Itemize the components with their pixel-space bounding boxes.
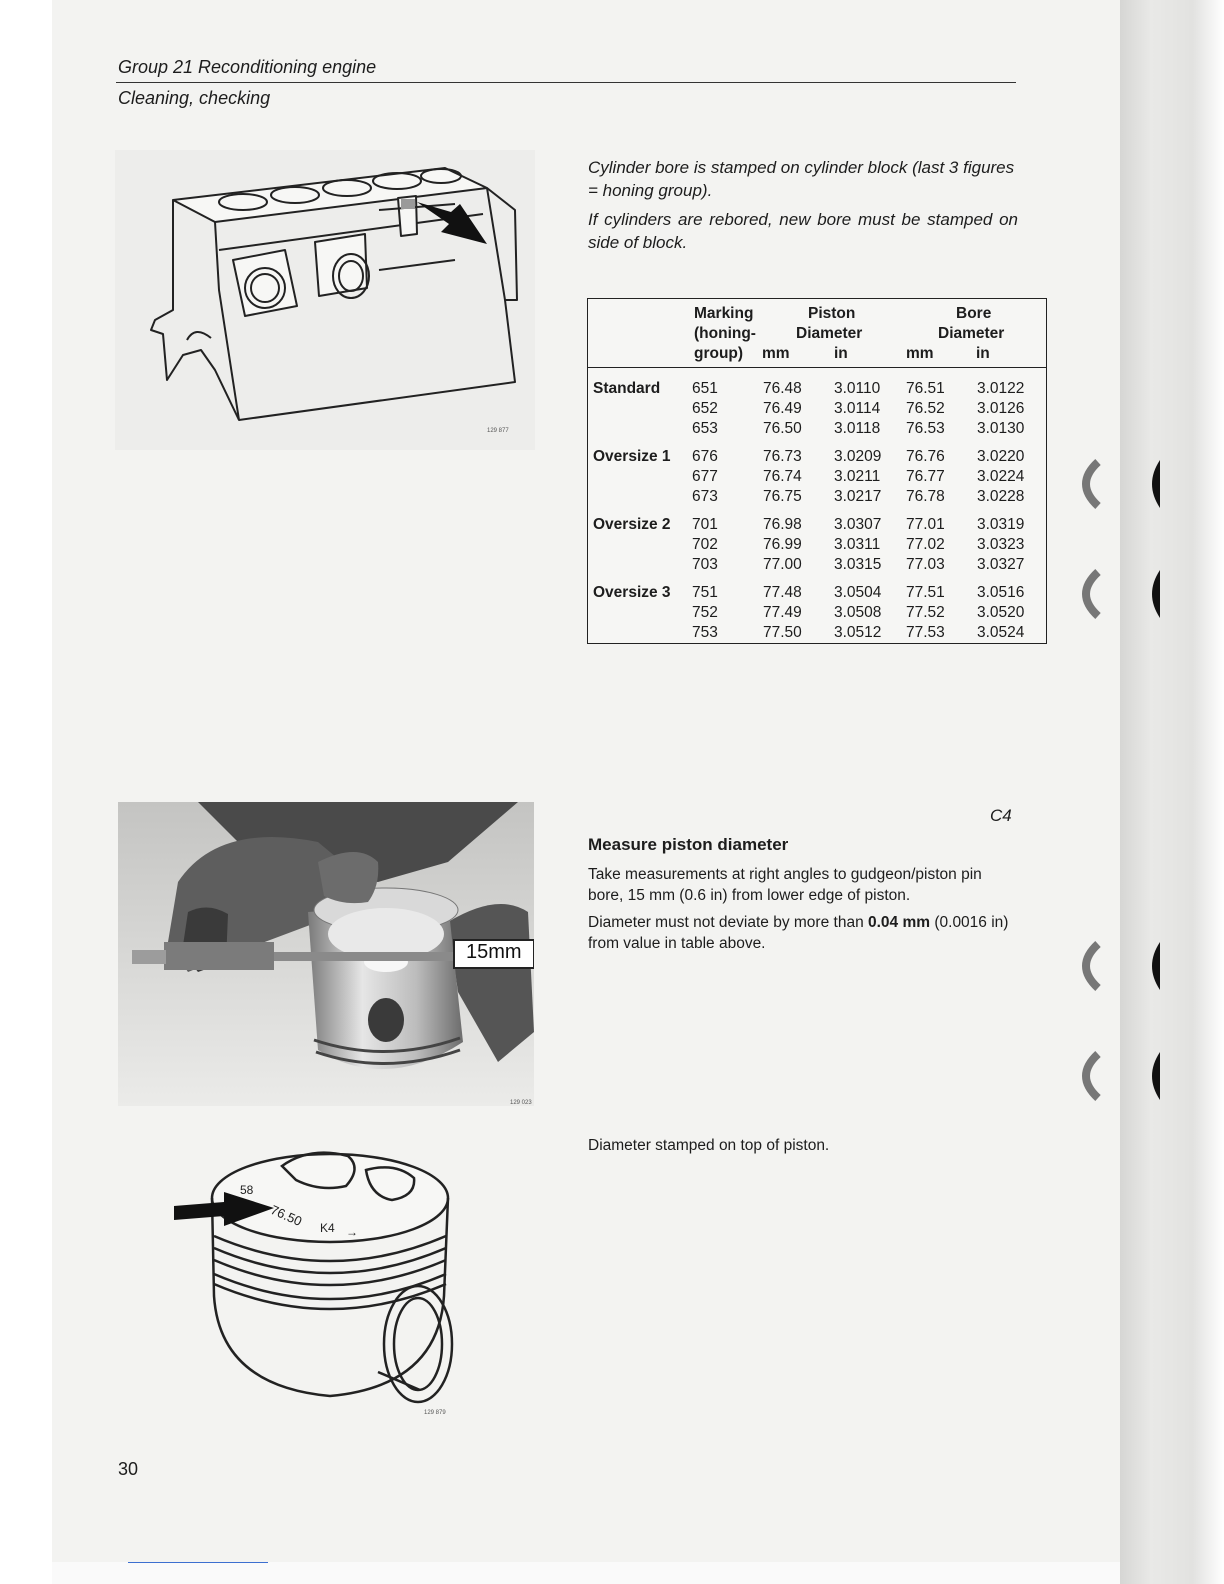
table-cell: 3.0217 bbox=[834, 488, 882, 505]
table-cell: 76.53 bbox=[906, 420, 945, 437]
table-cell: 76.98 bbox=[763, 516, 802, 533]
cylinder-block-figure bbox=[115, 150, 535, 450]
table-cell: 3.0323 bbox=[977, 536, 1025, 553]
table-header-piston: Piston bbox=[808, 305, 856, 322]
table-header-bore: Bore bbox=[956, 305, 992, 322]
binder-tab-mark bbox=[1140, 938, 1160, 994]
binder-tab-mark bbox=[1140, 566, 1160, 622]
table-cell: 3.0307 bbox=[834, 516, 882, 533]
table-group-label: Oversize 3 bbox=[593, 584, 671, 601]
table-cell: 3.0520 bbox=[977, 604, 1025, 621]
table-cell: 76.74 bbox=[763, 468, 802, 485]
table-cell: 3.0126 bbox=[977, 400, 1025, 417]
section-code: C4 bbox=[990, 806, 1012, 825]
table-cell: 77.00 bbox=[763, 556, 802, 573]
measurement-instruction: Take measurements at right angles to gudgeon/piston pin bore, 15 mm (0.6 in) from lower edge of piston. bbox=[588, 866, 982, 904]
table-cell: 652 bbox=[692, 400, 718, 417]
binding-shadow bbox=[1120, 0, 1224, 1584]
table-cell: 77.02 bbox=[906, 536, 945, 553]
figure-id-piston: 129 879 bbox=[424, 1410, 446, 1416]
measure-piston-photo bbox=[118, 802, 534, 1106]
table-cell: 751 bbox=[692, 584, 718, 601]
piston-top-figure bbox=[170, 1136, 470, 1424]
table-cell: 3.0220 bbox=[977, 448, 1025, 465]
table-cell: 76.52 bbox=[906, 400, 945, 417]
table-cell: 673 bbox=[692, 488, 718, 505]
table-cell: 76.77 bbox=[906, 468, 945, 485]
table-cell: 3.0122 bbox=[977, 380, 1025, 397]
figure-id-block: 129 877 bbox=[487, 428, 509, 434]
piston-stamp-value: 76.50 bbox=[268, 1202, 305, 1229]
table-cell: 3.0508 bbox=[834, 604, 882, 621]
table-cell: 703 bbox=[692, 556, 718, 573]
table-unit: mm bbox=[906, 345, 934, 362]
table-group-label: Standard bbox=[593, 380, 661, 397]
table-header-piston: Diameter bbox=[796, 325, 863, 342]
table-cell: 3.0512 bbox=[834, 624, 882, 641]
table-header-bore: Diameter bbox=[938, 325, 1005, 342]
table-cell: 77.48 bbox=[763, 584, 802, 601]
table-cell: 3.0114 bbox=[834, 400, 881, 417]
table-cell: 3.0315 bbox=[834, 556, 882, 573]
table-header-marking: (honing- bbox=[694, 325, 756, 342]
table-cell: 653 bbox=[692, 420, 718, 437]
cylinder-block-illustration bbox=[115, 150, 535, 450]
table-cell: 3.0504 bbox=[834, 584, 882, 601]
table-cell: 76.51 bbox=[906, 380, 945, 397]
table-cell: 76.50 bbox=[763, 420, 802, 437]
table-header-marking: group) bbox=[694, 345, 744, 362]
piston-stamp-note: Diameter stamped on top of piston. bbox=[588, 1137, 830, 1154]
table-cell: 77.53 bbox=[906, 624, 945, 641]
intro-paragraph-2: If cylinders are rebored, new bore must be stamped on side of block. bbox=[588, 210, 1018, 252]
bottom-link-line bbox=[128, 1562, 268, 1563]
header-title: Group 21 Reconditioning engine bbox=[118, 57, 377, 77]
svg-text:→: → bbox=[346, 1225, 358, 1239]
table-cell: 752 bbox=[692, 604, 718, 621]
diameter-table bbox=[587, 298, 1047, 644]
table-cell: 3.0228 bbox=[977, 488, 1025, 505]
page-left-margin bbox=[0, 0, 52, 1584]
table-cell: 701 bbox=[692, 516, 718, 533]
table-cell: 76.48 bbox=[763, 380, 802, 397]
table-unit: mm bbox=[762, 345, 790, 362]
table-header-rule bbox=[588, 367, 1046, 368]
binder-hole-mark bbox=[1068, 1048, 1108, 1104]
binder-hole-mark bbox=[1068, 566, 1108, 622]
table-cell: 753 bbox=[692, 624, 718, 641]
header-rule bbox=[116, 82, 1016, 83]
table-cell: 3.0130 bbox=[977, 420, 1025, 437]
svg-text:K4: K4 bbox=[320, 1221, 335, 1235]
table-cell: 3.0516 bbox=[977, 584, 1025, 601]
table-cell: 76.49 bbox=[763, 400, 802, 417]
table-cell: 676 bbox=[692, 448, 718, 465]
table-cell: 76.76 bbox=[906, 448, 945, 465]
table-header-marking: Marking bbox=[694, 305, 754, 322]
intro-paragraph-1: Cylinder bore is stamped on cylinder block (last 3 figures = honing group). bbox=[588, 158, 1015, 200]
table-cell: 77.51 bbox=[906, 584, 945, 601]
table-cell: 76.75 bbox=[763, 488, 802, 505]
figure-id-measure: 129 023 bbox=[510, 1100, 532, 1106]
tolerance-value: 0.04 mm bbox=[868, 914, 931, 931]
table-cell: 77.01 bbox=[906, 516, 945, 533]
table-group-label: Oversize 1 bbox=[593, 448, 671, 465]
binder-hole-mark bbox=[1068, 938, 1108, 994]
page-bottom-margin bbox=[52, 1562, 1120, 1584]
table-cell: 3.0319 bbox=[977, 516, 1025, 533]
table-cell: 77.50 bbox=[763, 624, 802, 641]
piston-illustration bbox=[170, 1136, 470, 1424]
table-cell: 651 bbox=[692, 380, 718, 397]
measure-15mm-label: 15mm bbox=[466, 941, 522, 963]
table-cell: 77.52 bbox=[906, 604, 945, 621]
section-title: Measure piston diameter bbox=[588, 835, 789, 854]
table-cell: 3.0118 bbox=[834, 420, 881, 437]
binder-tab-mark bbox=[1140, 456, 1160, 512]
svg-text:58: 58 bbox=[240, 1183, 254, 1197]
table-cell: 76.78 bbox=[906, 488, 945, 505]
table-cell: 3.0327 bbox=[977, 556, 1025, 573]
table-cell: 3.0224 bbox=[977, 468, 1025, 485]
table-unit: in bbox=[834, 345, 848, 362]
binder-tab-mark bbox=[1140, 1048, 1160, 1104]
header-subtitle: Cleaning, checking bbox=[118, 88, 271, 108]
table-cell: 3.0209 bbox=[834, 448, 882, 465]
table-cell: 3.0211 bbox=[834, 468, 881, 485]
table-cell: 702 bbox=[692, 536, 718, 553]
table-group-label: Oversize 2 bbox=[593, 516, 671, 533]
table-cell: 3.0110 bbox=[834, 380, 881, 397]
table-cell: 77.03 bbox=[906, 556, 945, 573]
table-cell: 76.73 bbox=[763, 448, 802, 465]
binder-hole-mark bbox=[1068, 456, 1108, 512]
table-cell: 3.0311 bbox=[834, 536, 881, 553]
table-cell: 677 bbox=[692, 468, 718, 485]
page-number: 30 bbox=[118, 1459, 139, 1479]
table-cell: 77.49 bbox=[763, 604, 802, 621]
tolerance-text-post: (0.0016 in) from value in table above. bbox=[588, 914, 1009, 952]
table-cell: 3.0524 bbox=[977, 624, 1025, 641]
table-cell: 76.99 bbox=[763, 536, 802, 553]
tolerance-note bbox=[588, 912, 1016, 954]
table-unit: in bbox=[976, 345, 990, 362]
tolerance-text-pre: Diameter must not deviate by more than bbox=[588, 914, 868, 931]
